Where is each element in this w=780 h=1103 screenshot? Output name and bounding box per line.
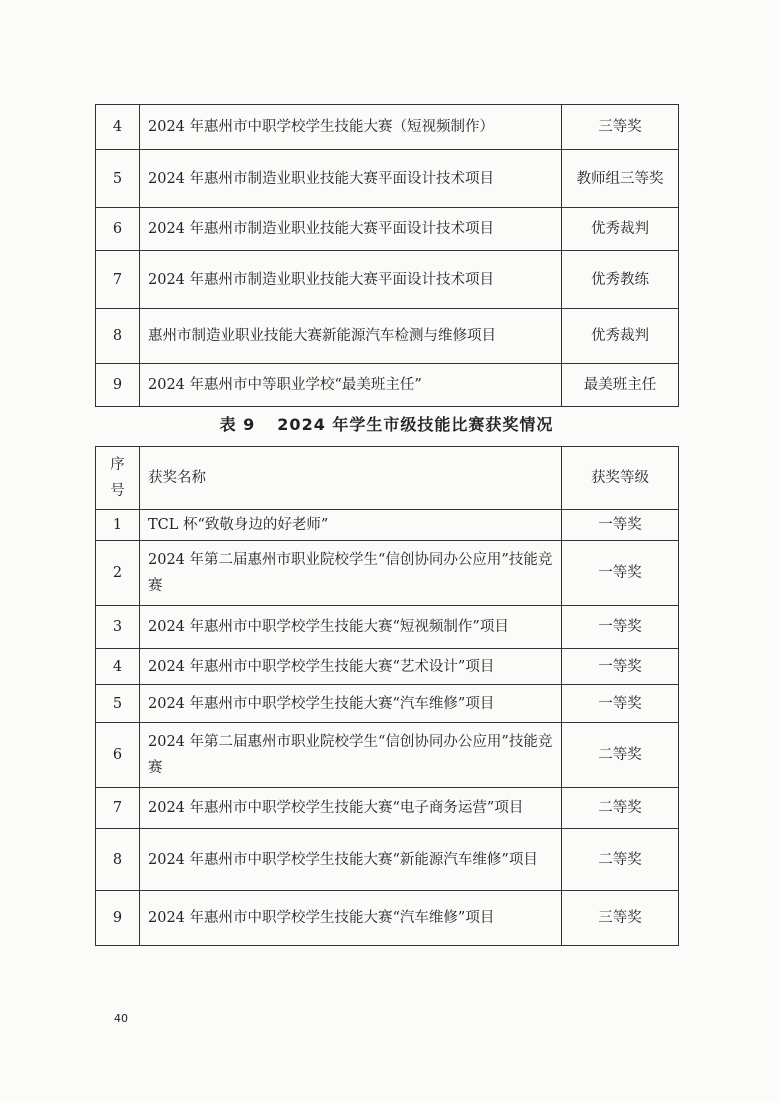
award-name: 2024 年惠州市中职学校学生技能大赛“汽车维修”项目 <box>140 891 562 946</box>
award-name: 2024 年惠州市制造业职业技能大赛平面设计技术项目 <box>140 208 562 251</box>
award-name: 2024 年惠州市中职学校学生技能大赛“电子商务运营”项目 <box>140 788 562 829</box>
row-number: 8 <box>96 309 140 364</box>
student-awards-table <box>95 446 679 946</box>
caption-title: 2024 年学生市级技能比赛获奖情况 <box>277 415 554 434</box>
table-caption <box>95 412 678 435</box>
table-row <box>96 510 679 541</box>
row-number: 4 <box>96 649 140 685</box>
award-name: 2024 年惠州市中职学校学生技能大赛“短视频制作”项目 <box>140 606 562 649</box>
table-row <box>96 364 679 407</box>
award-level: 教师组三等奖 <box>562 150 679 208</box>
award-name: 2024 年惠州市中职学校学生技能大赛“汽车维修”项目 <box>140 685 562 723</box>
award-level: 优秀教练 <box>562 251 679 309</box>
table-row <box>96 649 679 685</box>
award-name: 2024 年第二届惠州市职业院校学生“信创协同办公应用”技能竞赛 <box>140 541 562 606</box>
award-level: 三等奖 <box>562 105 679 150</box>
award-level: 优秀裁判 <box>562 208 679 251</box>
row-number: 6 <box>96 723 140 788</box>
award-level: 一等奖 <box>562 685 679 723</box>
table-row <box>96 541 679 606</box>
award-name: 2024 年惠州市制造业职业技能大赛平面设计技术项目 <box>140 251 562 309</box>
award-name: 惠州市制造业职业技能大赛新能源汽车检测与维修项目 <box>140 309 562 364</box>
caption-label: 表 9 <box>219 415 256 434</box>
table-row <box>96 606 679 649</box>
row-number: 9 <box>96 891 140 946</box>
award-level: 一等奖 <box>562 649 679 685</box>
award-level: 三等奖 <box>562 891 679 946</box>
table-row <box>96 723 679 788</box>
page-number: 40 <box>114 1012 128 1025</box>
header-name: 获奖名称 <box>140 447 562 510</box>
award-level: 最美班主任 <box>562 364 679 407</box>
award-name: TCL 杯“致敬身边的好老师” <box>140 510 562 541</box>
row-number: 5 <box>96 685 140 723</box>
row-number: 2 <box>96 541 140 606</box>
row-number: 8 <box>96 829 140 891</box>
award-level: 一等奖 <box>562 510 679 541</box>
row-number: 1 <box>96 510 140 541</box>
row-number: 3 <box>96 606 140 649</box>
header-number: 序号 <box>96 447 140 510</box>
award-name: 2024 年惠州市中职学校学生技能大赛（短视频制作） <box>140 105 562 150</box>
table-row <box>96 685 679 723</box>
award-level: 二等奖 <box>562 723 679 788</box>
award-name: 2024 年惠州市中职学校学生技能大赛“艺术设计”项目 <box>140 649 562 685</box>
table-header-row <box>96 447 679 510</box>
award-name: 2024 年惠州市中职学校学生技能大赛“新能源汽车维修”项目 <box>140 829 562 891</box>
row-number: 6 <box>96 208 140 251</box>
table-row <box>96 891 679 946</box>
header-level: 获奖等级 <box>562 447 679 510</box>
row-number: 9 <box>96 364 140 407</box>
award-name: 2024 年第二届惠州市职业院校学生“信创协同办公应用”技能竞赛 <box>140 723 562 788</box>
table-row <box>96 309 679 364</box>
row-number: 7 <box>96 251 140 309</box>
award-name: 2024 年惠州市中等职业学校“最美班主任” <box>140 364 562 407</box>
row-number: 7 <box>96 788 140 829</box>
award-level: 一等奖 <box>562 541 679 606</box>
table-row <box>96 251 679 309</box>
row-number: 4 <box>96 105 140 150</box>
award-level: 二等奖 <box>562 788 679 829</box>
table-row <box>96 105 679 150</box>
award-level: 一等奖 <box>562 606 679 649</box>
table-row <box>96 788 679 829</box>
row-number: 5 <box>96 150 140 208</box>
award-level: 优秀裁判 <box>562 309 679 364</box>
table-row <box>96 208 679 251</box>
table-row <box>96 150 679 208</box>
table-row <box>96 829 679 891</box>
award-level: 二等奖 <box>562 829 679 891</box>
award-name: 2024 年惠州市制造业职业技能大赛平面设计技术项目 <box>140 150 562 208</box>
awards-table-continued <box>95 104 679 407</box>
